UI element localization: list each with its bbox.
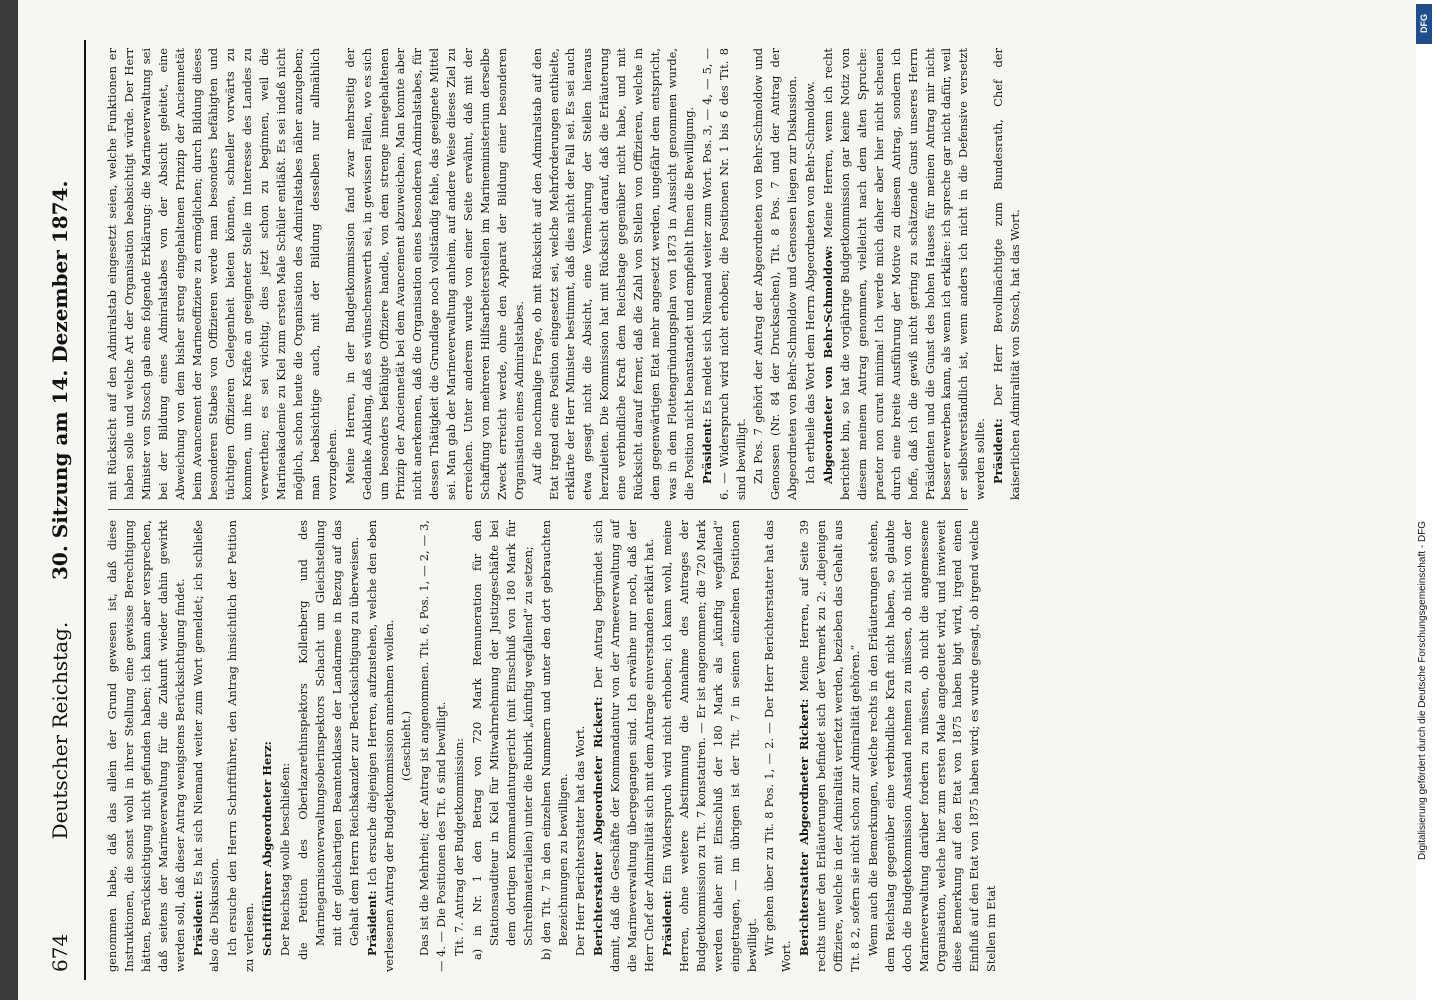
speaker-name: Präsident: [190,890,205,956]
paragraph: die Petition des Oberlazarethinspektors Kollenberg und des Marinegarnisonverwaltungsoberinspektors Schacht um Gleichstellung mit der gleichartigen Beamtenklasse der Landarmee in Bezug auf das Gehalt dem Herrn Reichskanzler zur Berücksichtigung zu überweisen. [295,520,361,960]
paragraph: Präsident: Es meldet sich Niemand weiter zum Wort. Pos. 3, — 4, — 5, — 6. — Widerspruch wird nicht erhoben; die Positionen Nr. 1 bis 6 des Tit. 8 sind bewilligt. [699,48,748,500]
paragraph: Auf die nochmalige Frage, ob mit Rücksicht auf den Admiralstab auf den Etat irgend eine Position eingesetzt sei, welche Mehrforderungen enthielte, erklärte der Herr Minister bestimmt, daß dies nicht der Fall sei. Es sei auch etwa gesagt nicht die Absicht, eine Vermehrung der Stellen hieraus herzuleiten. Die Kommission hat mit Rücksicht darauf, daß die Erläuterung eine verbindliche Kraft dem Reichstage gegenüber nicht habe, und mit Rücksicht darauf ferner, daß die Zahl von Stellen von Offizieren, welche in dem gegenwärtigen Etat mehr angesetzt werden, ungefähr dem entspricht, was in dem Flottengründungsplan von 1873 in Aussicht genommen wurde, die Position nicht beanstandet und empfiehlt Ihnen die Bewilligung. [529,48,696,500]
paragraph: genommen habe, daß das allein der Grund gewesen ist, daß diese Instruktionen, die sonst wohl in ihrer Stellung eine gewisse Berechtigung hätten, Berücksichtigung nicht gefunden haben; ich kann aber versprechen, daß seitens der Marineverwaltung für die Zukunft wieder dahin gewirkt werden soll, daß dieser Antrag wenigstens Berücksichtigung findet. [105,520,187,972]
paragraph: Der Herr Berichterstatter hat das Wort. [573,725,588,956]
speaker-name: Schriftführer Abgeordneter Herz: [260,741,275,956]
paragraph: Berichterstatter Abgeordneter Rickert: Der Antrag begründet sich damit, daß die Geschäfte der Kommandantur von der Armeeverwaltung auf die Marineverwaltung übergegangen sind. Ich erwähne nur noch, daß der Herr Chef der Admiralität sich mit dem Antrage einverstanden erklärt hat. [591,520,657,972]
paragraph: Wir gehen über zu Tit. 8 Pos. 1, — 2. — Der Herr Berichterstatter hat das Wort. [762,520,794,972]
header-title [48,40,72,980]
digitization-credit-text: Digitalisierung gefördert durch die Deutsche Forschungsgemeinschaft - DFG [1417,520,1428,860]
running-header [32,40,86,980]
left-text-column [104,520,999,972]
right-text-column [104,48,1023,500]
paragraph: Präsident: Der Herr Bevollmächtigte zum Bundesrath, Chef der kaiserlichen Admiralität von Stosch, hat das Wort. [991,48,1023,500]
paragraph: Wenn auch die Bemerkungen, welche rechts in den Erläuterungen stehen, dem Reichstag gegenüber eine verbindliche Kraft nicht haben, so glaubte doch die Budgetkommission Anstand nehmen zu müssen, ob nicht von der Marineverwaltung darüber fordern zu müssen, ob nicht die angemessene Organisation, welche hier zum ersten Male angedeutet wird, und inwieweit diese Bemerkung auf den Etat von 1875 haben bigt wird, irgend einen Einfluß auf den Etat von 1875 haben wird; es wurde gesagt, ob irgend welche Stellen im Etat [865,520,999,972]
paragraph: Abgeordneter von Behr-Schmoldow: Meine Herren, wenn ich recht berichtet bin, so hat die vorjährige Budgetkommission gar keine Notiz von diesem meinem Antrag genommen, vielleicht nach dem alten Spruche: praetor non curat minima! Ich werde mich daher aber hier nicht scheuen durch eine breite Ausführung der Motive zu diesem Antrag, sondern ich hoffe, daß ich die gewiß nicht gering zu schätzende Gunst unseres Herrn Präsidenten und die Gunst des hohen Hauses für meinen Antrag mir nicht besser erwerben kann, als wenn ich erkläre: ich spreche gar nicht dafür, weil er selbstverständlich ist, wenn anders ich nicht in die Defensive versetzt werden sollte. [821,48,988,500]
speaker-name: Abgeordneter von Behr-Schmoldow: [821,245,836,484]
session-title: 30. Sitzung am 14. Dezember 1874. [48,180,72,580]
paragraph: Präsident: Ein Widerspruch wird nicht erhoben; ich kann wohl, meine Herren, ohne weitere Abstimmung die Annahme des Antrages der Budgetkommission zu Tit. 7 konstatiren. — Er ist angenommen; die 720 Mark werden daher mit Einschluß der 180 Mark als „künftig wegfallend“ eingetragen, — im übrigen ist der Tit. 7 in seinen einzelnen Positionen bewilligt. [660,520,759,972]
publication-title: Deutscher Reichstag. [48,621,72,840]
paragraph: Zu Pos. 7 gehört der Antrag der Abgeordneten von Behr-Schmoldow und Genossen (Nr. 84 der Drucksachen), Tit. 8 Pos. 7 und der Antrag der Abgeordneten von Behr-Schmoldow und Genossen liegen zur Diskussion. [751,48,800,500]
speaker-name: Berichterstatter Abgeordneter Rickert: [797,698,812,956]
paragraph: Ich ersuche den Herrn Schriftführer, den Antrag hinsichtlich der Petition zu verlesen. [225,520,257,972]
rotated-page-content [18,20,1388,1000]
paragraph: Präsident: Es hat sich Niemand weiter zum Wort gemeldet; ich schließe also die Diskussion. [190,520,222,972]
paragraph [259,520,276,972]
paragraph: (Geschieht.) [399,710,414,782]
digitization-credit-strip [1416,0,1432,1000]
speaker-name: Berichterstatter Abgeordneter Rickert: [591,696,606,956]
column-divider [108,509,968,510]
paragraph: mit Rücksicht auf den Admiralstab eingesetzt seien, welche Funktionen er haben solle und welche Art der Organisation beabsichtigt würde. Der Herr Minister von Stosch gab eine folgende Erklärung: die Marineverwaltung sei bei der Bildung eines Admiralstabes von der Absicht geleitet, eine Abweichung von dem bisher streng eingehaltenen Prinzip der Anciennetät beim Avancement der Marineoffiziere zu ermöglichen; durch Bildung dieses besonderen Stabes von Offizieren werde man besonders befähigten und tüchtigen Offizieren Gelegenheit bieten können, schneller vorwärts zu kommen, um ihre Kräfte an geeigneter Stelle im Interesse des Landes zu verwerthen; es sei wichtig, dies jetzt schon zu beginnen, weil die Marineakademie zu Kiel zum ersten Male Schüler entläßt. Es sei indeß nicht möglich, schon heute die Organisation des Admiralstabes näher anzugeben; man beabsichtige auch, mit der Bildung desselben nur allmählich vorzugehen. [105,48,339,500]
speaker-name: Präsident: [660,890,674,956]
page-number: 674 [48,933,72,972]
paragraph: Berichterstatter Abgeordneter Rickert: Meine Herren, auf Seite 39 rechts unter den Erläuterungen befindet sich der Vermerk zu 2: „diejenigen Offiziere, welche in der Admiralität verfetzt werden, bezieben das Gehalt aus Tit. 8 2, sofern sie nicht schon zur Admiralität gehören.“ [797,520,862,972]
speaker-name: Präsident: [699,418,714,484]
paragraph: Präsident: Ich ersuche diejenigen Herren, aufzustehen, welche den eben verlesenen Antrag der Budgetkommission annehmen wollen. [364,520,396,972]
paragraph: Ich ertheile das Wort dem Herrn Abgeordneten von Behr-Schmoldow. [803,81,818,484]
paragraph: Der Reichstag wolle beschließen: [278,762,293,956]
dfg-logo: DFG [1416,4,1432,44]
speaker-name: Präsident: [364,890,379,956]
paragraph: Das ist die Mehrheit; der Antrag ist angenommen. Tit. 6, Pos. 1, — 2, — 3, — 4. — Die Positionen des Tit. 6 sind bewilligt. [417,520,449,972]
speaker-name: Präsident: [991,418,1006,484]
paragraph: Meine Herren, in der Budgetkommission fand zwar mehrseitig der Gedanke Anklang, daß es wünschenswerth sei, in gewissen Fällen, wo es sich um besonders befähigte Offiziere handle, von dem strenge innegehaltenen Prinzip der Anciennetät bei dem Avancement abzuweichen. Man konnte aber nicht anerkennen, daß die Organisation eines besonderen Admiralstabes, für dessen Thätigkeit die Grundlage noch vollständig fehle, das geeignete Mittel sei. Man gab der Marineverwaltung anheim, auf andere Weise dieses Ziel zu erreichen. Unter anderem wurde von einer Seite erwähnt, daß mit der Schaffung von mehreren Hilfsarbeiterstellen im Marineministerium derselbe Zweck erreicht werde, ohne den Apparat der Bildung einer besonderen Organisation eines Admiralstabes. [342,48,526,500]
scanned-page [18,0,1432,1000]
paragraph: b) den Tit. 7 in den einzelnen Nummern und unter den dort gebrauchten Bezeichnungen zu bewilligen. [538,520,570,960]
paragraph: a) in Nr. 1 den Betrag von 720 Mark Remuneration für den Stationsauditeur in Kiel für Mitwahrnehmung der Justizgeschäfte bei dem dortigen Kommandanturgericht (mit Einschluß von 180 Mark für Schreibmaterialien) unter die Rubrik „künftig wegfallend“ zu setzen; [470,520,535,960]
paragraph: Tit. 7. Antrag der Budgetkommission: [452,738,467,956]
